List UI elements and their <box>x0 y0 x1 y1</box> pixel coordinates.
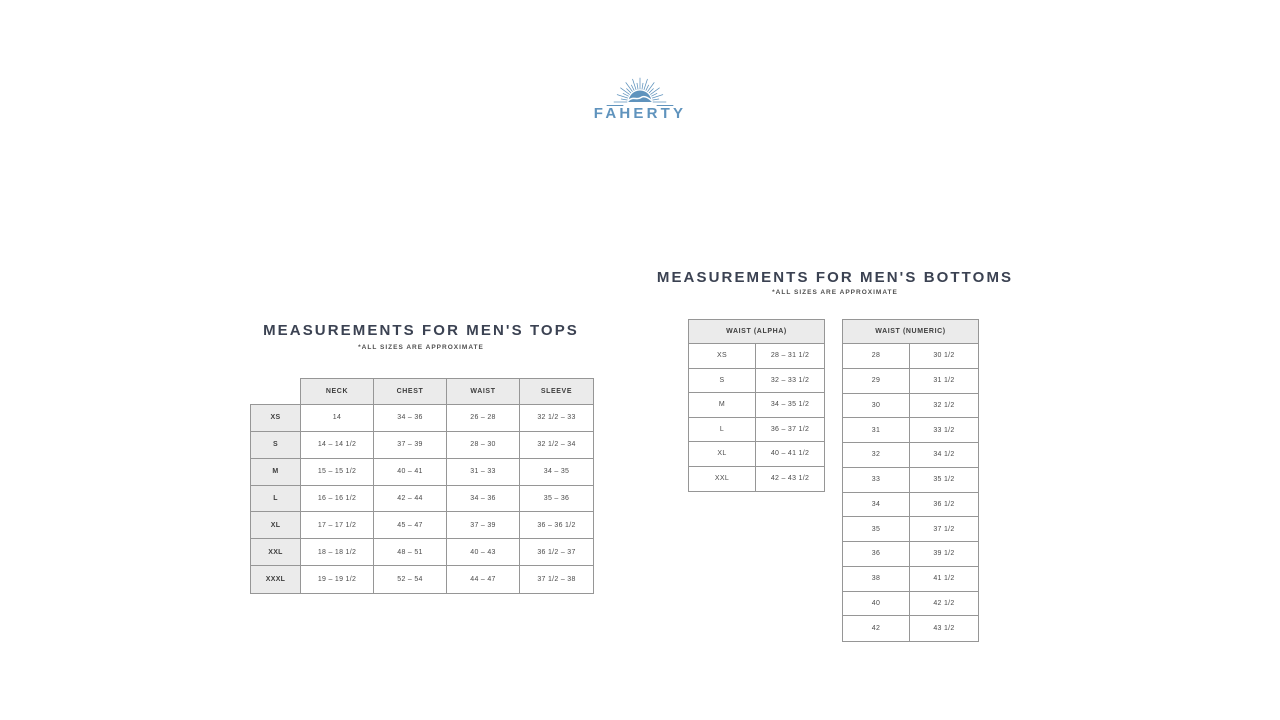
waist-value-cell: 42 – 43 1/2 <box>770 475 810 483</box>
brand-wordmark: FAHERTY <box>593 105 687 122</box>
sleeve-value-cell: 37 1/2 – 38 <box>520 566 593 593</box>
table-row <box>843 592 978 617</box>
waist-value-cell: 36 1/2 <box>933 500 955 508</box>
waist-numeric-table-header: WAIST (NUMERIC) <box>843 320 978 344</box>
sleeve-value-cell: 32 1/2 – 33 <box>520 405 593 432</box>
column-header-sleeve: SLEEVE <box>540 388 573 395</box>
table-row <box>843 418 978 443</box>
size-label-cell: 34 <box>843 493 910 517</box>
tops-section-title: MEASUREMENTS FOR MEN'S TOPS <box>263 322 579 339</box>
waist-value-cell: 33 1/2 <box>933 426 955 434</box>
size-label-cell: 32 <box>843 443 910 467</box>
chest-value-cell: 45 – 47 <box>374 512 447 539</box>
waist-alpha-table <box>688 319 825 492</box>
tops-table-body <box>250 404 594 594</box>
sleeve-value-cell: 32 1/2 – 34 <box>520 432 593 459</box>
size-label-cell: 33 <box>843 468 910 492</box>
table-row <box>843 493 978 518</box>
sleeve-value-cell: 34 – 35 <box>520 459 593 486</box>
faherty-logo <box>590 72 690 108</box>
column-header-chest: CHEST <box>374 379 447 404</box>
waist-value-cell: 30 1/2 <box>933 352 955 360</box>
size-label-cell: 28 <box>843 344 910 368</box>
waist-value-cell: 42 1/2 <box>933 599 955 607</box>
table-row <box>843 517 978 542</box>
size-label-cell: L <box>251 486 301 513</box>
neck-value-cell: 17 – 17 1/2 <box>301 512 374 539</box>
size-label-cell: XL <box>689 442 756 466</box>
waist-value-cell: 31 1/2 <box>933 377 955 385</box>
waist-value-cell: 32 – 33 1/2 <box>770 376 810 384</box>
waist-value-cell: 40 – 43 <box>447 539 520 566</box>
size-label-cell: XS <box>689 344 756 368</box>
sleeve-value-cell: 35 – 36 <box>520 486 593 513</box>
table-row <box>843 567 978 592</box>
table-row <box>689 344 824 369</box>
waist-value-cell: 28 – 31 1/2 <box>770 352 810 360</box>
size-label-cell: 38 <box>843 567 910 591</box>
size-label-cell: 29 <box>843 369 910 393</box>
table-row <box>689 442 824 467</box>
table-row <box>843 394 978 419</box>
waist-value-cell: 37 – 39 <box>447 512 520 539</box>
waist-alpha-table-header: WAIST (ALPHA) <box>689 320 824 344</box>
waist-value-cell: 32 1/2 <box>933 401 955 409</box>
column-header-neck: NECK <box>301 379 374 404</box>
chest-value-cell: 42 – 44 <box>374 486 447 513</box>
waist-value-cell: 36 – 37 1/2 <box>770 425 810 433</box>
size-label-cell: M <box>251 459 301 486</box>
neck-value-cell: 19 – 19 1/2 <box>301 566 374 593</box>
table-row <box>843 344 978 369</box>
waist-value-cell: 34 1/2 <box>933 451 955 459</box>
size-label-cell: XS <box>251 405 301 432</box>
waist-value-cell: 31 – 33 <box>447 459 520 486</box>
sleeve-value-cell: 36 – 36 1/2 <box>520 512 593 539</box>
table-row <box>689 369 824 394</box>
neck-value-cell: 14 <box>301 405 374 432</box>
table-row <box>843 369 978 394</box>
waist-value-cell: 35 1/2 <box>933 476 955 484</box>
size-label-cell: XXXL <box>251 566 301 593</box>
sunrise-over-wave-icon <box>590 72 690 108</box>
table-row <box>689 393 824 418</box>
table-row <box>843 542 978 567</box>
table-row <box>689 418 824 443</box>
sleeve-value-cell: 36 1/2 – 37 <box>520 539 593 566</box>
tops-section-subtitle: *ALL SIZES ARE APPROXIMATE <box>358 344 484 351</box>
chest-value-cell: 34 – 36 <box>374 405 447 432</box>
waist-value-cell: 34 – 35 1/2 <box>770 401 810 409</box>
size-label-cell: XXL <box>689 467 756 492</box>
table-row <box>843 443 978 468</box>
size-label-cell: L <box>689 418 756 442</box>
tops-size-table <box>250 378 596 594</box>
chest-value-cell: 37 – 39 <box>374 432 447 459</box>
chest-value-cell: 40 – 41 <box>374 459 447 486</box>
neck-value-cell: 16 – 16 1/2 <box>301 486 374 513</box>
neck-value-cell: 15 – 15 1/2 <box>301 459 374 486</box>
waist-value-cell: 41 1/2 <box>933 575 955 583</box>
waist-numeric-table <box>842 319 979 642</box>
size-label-cell: 42 <box>843 616 910 641</box>
bottoms-section-subtitle: *ALL SIZES ARE APPROXIMATE <box>772 289 898 296</box>
waist-value-cell: 43 1/2 <box>933 625 955 633</box>
table-row <box>843 616 978 641</box>
size-label-cell: 36 <box>843 542 910 566</box>
neck-value-cell: 14 – 14 1/2 <box>301 432 374 459</box>
waist-value-cell: 26 – 28 <box>447 405 520 432</box>
waist-value-cell: 28 – 30 <box>447 432 520 459</box>
tops-table-header-row <box>300 378 594 405</box>
size-label-cell: 40 <box>843 592 910 616</box>
table-row <box>843 468 978 493</box>
waist-value-cell: 39 1/2 <box>933 550 955 558</box>
size-label-cell: XXL <box>251 539 301 566</box>
size-label-cell: S <box>251 432 301 459</box>
size-label-cell: M <box>689 393 756 417</box>
waist-value-cell: 44 – 47 <box>447 566 520 593</box>
size-label-cell: 30 <box>843 394 910 418</box>
waist-value-cell: 34 – 36 <box>447 486 520 513</box>
table-row <box>689 467 824 492</box>
size-label-cell: 31 <box>843 418 910 442</box>
waist-value-cell: 40 – 41 1/2 <box>770 450 810 458</box>
chest-value-cell: 52 – 54 <box>374 566 447 593</box>
size-label-cell: S <box>689 369 756 393</box>
chest-value-cell: 48 – 51 <box>374 539 447 566</box>
size-label-cell: XL <box>251 512 301 539</box>
bottoms-section-title: MEASUREMENTS FOR MEN'S BOTTOMS <box>656 269 1014 286</box>
waist-value-cell: 37 1/2 <box>933 525 955 533</box>
column-header-waist: WAIST <box>447 379 520 404</box>
size-label-cell: 35 <box>843 517 910 541</box>
neck-value-cell: 18 – 18 1/2 <box>301 539 374 566</box>
